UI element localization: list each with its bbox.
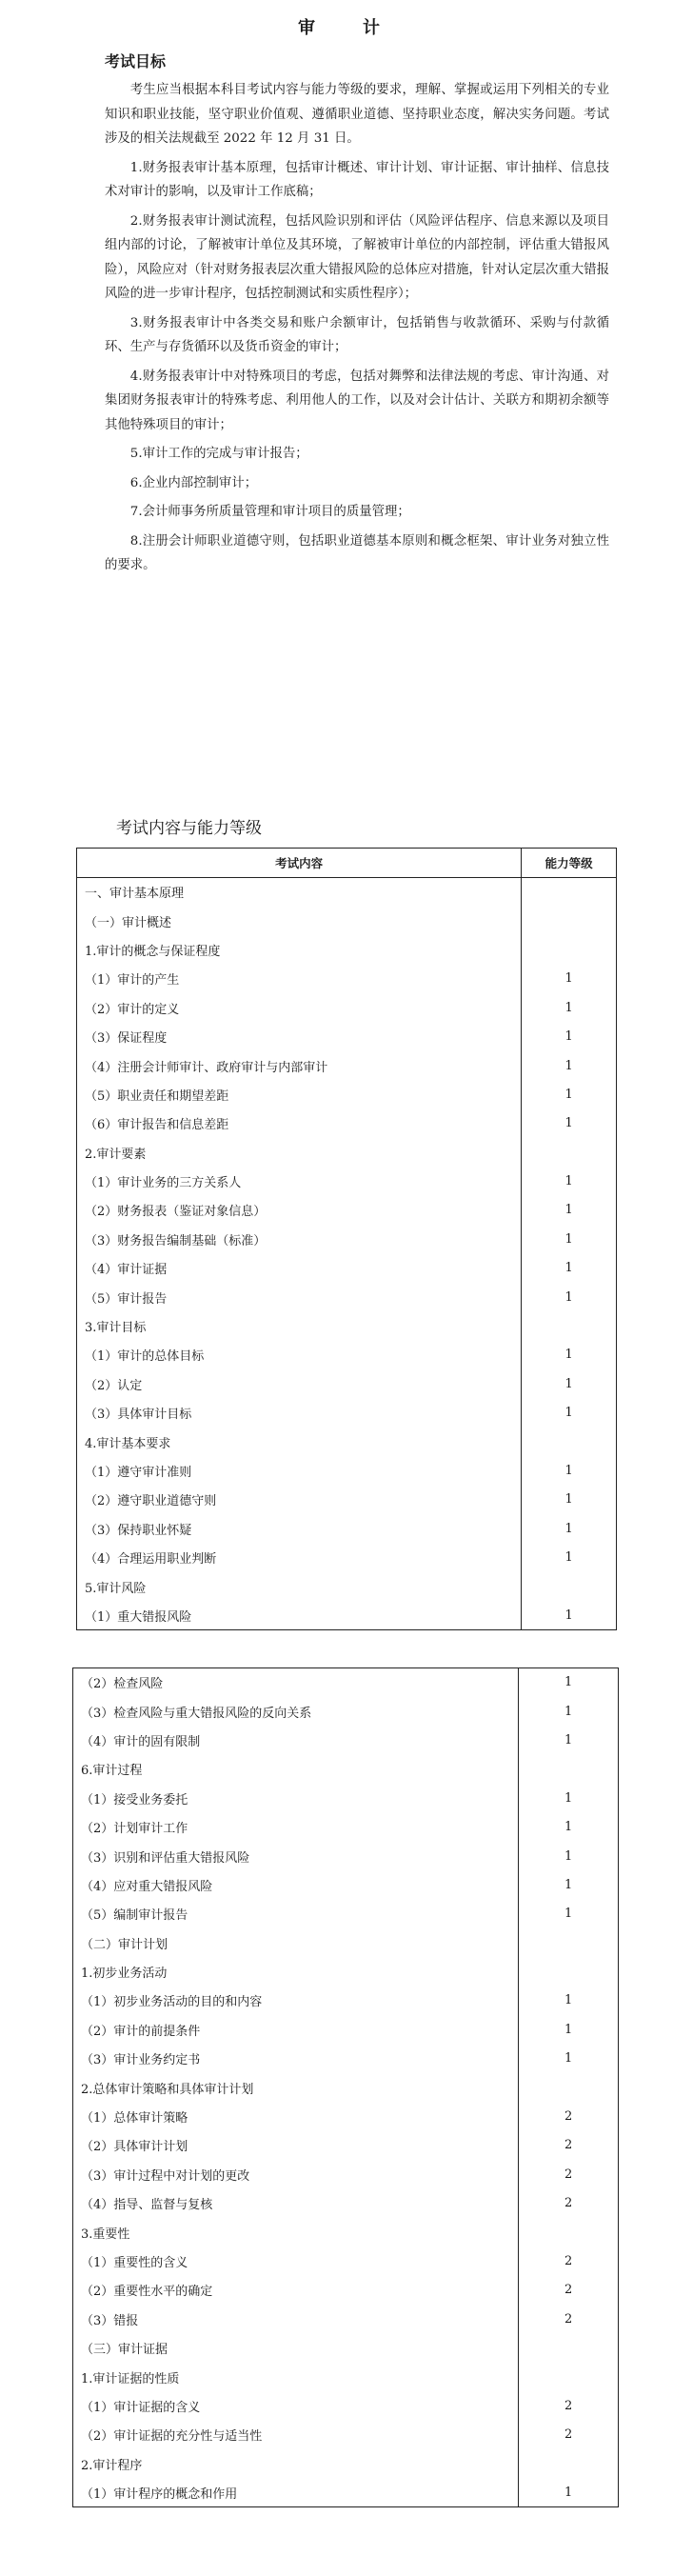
table-row xyxy=(77,1572,617,1601)
table-row xyxy=(77,993,617,1022)
content-cell: （1）审计证据的含义 xyxy=(73,2391,519,2420)
level-cell: 1 xyxy=(519,1726,619,1754)
level-cell: 1 xyxy=(522,993,617,1022)
content-cell: （一）审计概述 xyxy=(77,907,522,935)
content-cell: 1.审计的概念与保证程度 xyxy=(77,935,522,964)
table-row xyxy=(73,1726,619,1754)
level-cell: 1 xyxy=(522,1601,617,1629)
goal-paragraph: 7.会计师事务所质量管理和审计项目的质量管理； xyxy=(129,505,410,519)
content-cell: （4）注册会计师审计、政府审计与内部审计 xyxy=(77,1051,522,1080)
content-cell: （4）合理运用职业判断 xyxy=(77,1543,522,1571)
table-row xyxy=(73,2045,619,2073)
content-cell: （2）重要性水平的确定 xyxy=(73,2276,519,2305)
level-cell xyxy=(519,1755,619,1784)
content-cell: （2）遵守职业道德守则 xyxy=(77,1486,522,1514)
content-cell: （5）审计报告 xyxy=(77,1283,522,1311)
column-header-level: 能力等级 xyxy=(522,849,617,878)
table-row xyxy=(73,2160,619,2188)
content-cell: （2）财务报表（鉴证对象信息） xyxy=(77,1196,522,1225)
table-row xyxy=(73,2247,619,2275)
level-cell xyxy=(522,1138,617,1167)
table-row xyxy=(77,1196,617,1225)
level-cell: 1 xyxy=(522,1109,617,1138)
table-row xyxy=(73,2478,619,2506)
table-row xyxy=(73,1987,619,2015)
level-cell: 1 xyxy=(522,1486,617,1514)
content-cell: 3.审计目标 xyxy=(77,1311,522,1340)
goal-paragraph: 4.财务报表审计中对特殊项目的考虑，包括对舞弊和法律法规的考虑、审计沟通、对集团财务报表审计的特殊考虑、利用他人的工作，以及对会计估计、关联方和期初余额等其他特殊项目的审计； xyxy=(105,369,609,432)
level-cell: 1 xyxy=(519,2015,619,2044)
table-row xyxy=(73,2391,619,2420)
content-cell: （2）计划审计工作 xyxy=(73,1812,519,1841)
table-row xyxy=(77,1225,617,1253)
content-cell: （1）初步业务活动的目的和内容 xyxy=(73,1987,519,2015)
table-row xyxy=(77,1543,617,1571)
level-cell: 1 xyxy=(519,1784,619,1812)
goal-paragraph: 8.注册会计师职业道德守则，包括职业道德基本原则和概念框架、审计业务对独立性的要求。 xyxy=(105,533,609,572)
content-cell: 2.总体审计策略和具体审计计划 xyxy=(73,2073,519,2102)
table-row xyxy=(73,2102,619,2130)
content-cell: （5）职业责任和期望差距 xyxy=(77,1080,522,1108)
level-cell: 1 xyxy=(522,1196,617,1225)
table-row xyxy=(77,1080,617,1108)
table-row xyxy=(77,907,617,935)
table-row xyxy=(77,1514,617,1543)
table-row xyxy=(73,2421,619,2449)
table-row xyxy=(77,1456,617,1485)
table-row xyxy=(73,2073,619,2102)
exam-goal-body xyxy=(105,78,609,583)
goal-paragraph: 2.财务报表审计测试流程，包括风险识别和评估（风险评估程序、信息来源以及项目组内部的讨论，了解被审计单位及其环境，了解被审计单位的内部控制，评估重大错报风险），风险应对（针对财务报表层次重大错报风险的总体应对措施，针对认定层次重大错报风险的进一步审计程序，包括控制测试和实质性程序）； xyxy=(105,213,609,301)
level-cell: 1 xyxy=(519,1842,619,1870)
table-row xyxy=(77,878,617,907)
level-cell: 1 xyxy=(522,1167,617,1195)
level-cell: 1 xyxy=(522,1022,617,1050)
content-cell: （3）审计过程中对计划的更改 xyxy=(73,2160,519,2188)
level-cell: 1 xyxy=(522,1051,617,1080)
level-cell xyxy=(522,1428,617,1456)
level-cell: 1 xyxy=(519,2045,619,2073)
content-cell: （2）审计的前提条件 xyxy=(73,2015,519,2044)
level-cell xyxy=(519,2449,619,2478)
table-row xyxy=(77,1601,617,1629)
content-cell: （3）审计业务约定书 xyxy=(73,2045,519,2073)
level-cell xyxy=(522,907,617,935)
content-cell: 2.审计程序 xyxy=(73,2449,519,2478)
content-cell: （1）重要性的含义 xyxy=(73,2247,519,2275)
table-row xyxy=(77,1138,617,1167)
table-row xyxy=(73,1870,619,1899)
table-row xyxy=(77,1167,617,1195)
level-cell: 1 xyxy=(519,1697,619,1726)
table-row xyxy=(77,1254,617,1283)
content-cell: （4）指导、监督与复核 xyxy=(73,2189,519,2218)
level-cell: 2 xyxy=(519,2189,619,2218)
table-row xyxy=(73,1668,619,1697)
level-cell: 1 xyxy=(519,2478,619,2506)
content-levels-heading: 考试内容与能力等级 xyxy=(116,819,262,838)
exam-goal-heading: 考试目标 xyxy=(105,52,167,70)
level-cell xyxy=(522,878,617,907)
level-cell xyxy=(522,1572,617,1601)
table-row xyxy=(73,1697,619,1726)
table-row xyxy=(73,2131,619,2160)
level-cell xyxy=(519,2218,619,2247)
table-row xyxy=(73,1928,619,1957)
content-cell: （6）审计报告和信息差距 xyxy=(77,1109,522,1138)
content-cell: （1）审计的总体目标 xyxy=(77,1341,522,1369)
content-cell: 6.审计过程 xyxy=(73,1755,519,1784)
table-row xyxy=(77,1399,617,1428)
table-row xyxy=(77,1369,617,1398)
table-row xyxy=(73,2333,619,2362)
levels-table-part-1 xyxy=(76,848,617,1630)
table-row xyxy=(73,2218,619,2247)
table-row xyxy=(77,935,617,964)
table-row xyxy=(77,1109,617,1138)
table-row xyxy=(73,2305,619,2333)
goal-paragraph: 5.审计工作的完成与审计报告； xyxy=(129,447,308,461)
level-cell: 2 xyxy=(519,2391,619,2420)
content-cell: （4）审计的固有限制 xyxy=(73,1726,519,1754)
page-title: 审 计 xyxy=(298,18,395,38)
table-row xyxy=(77,1341,617,1369)
table-row xyxy=(73,1842,619,1870)
level-cell: 1 xyxy=(522,1225,617,1253)
content-cell: （1）审计业务的三方关系人 xyxy=(77,1167,522,1195)
level-cell: 1 xyxy=(519,1668,619,1697)
table-row xyxy=(73,2276,619,2305)
table-row xyxy=(77,1051,617,1080)
level-cell xyxy=(519,1957,619,1986)
level-cell: 2 xyxy=(519,2421,619,2449)
content-cell: （1）审计的产生 xyxy=(77,965,522,993)
content-cell: （3）保证程度 xyxy=(77,1022,522,1050)
content-cell: 一、审计基本原理 xyxy=(77,878,522,907)
goal-paragraph: 3.财务报表审计中各类交易和账户余额审计，包括销售与收款循环、采购与付款循环、生产与存货循环以及货币资金的审计； xyxy=(105,315,609,354)
goal-paragraph: 考生应当根据本科目考试内容与能力等级的要求，理解、掌握或运用下列相关的专业知识和职业技能，坚守职业价值观、遵循职业道德、坚持职业态度，解决实务问题。考试涉及的相关法规截至 2022 年 12 月 31 日。 xyxy=(105,83,609,146)
level-cell: 2 xyxy=(519,2276,619,2305)
table-row xyxy=(73,1812,619,1841)
level-cell: 1 xyxy=(522,1080,617,1108)
content-cell: 1.审计证据的性质 xyxy=(73,2363,519,2391)
content-cell: 5.审计风险 xyxy=(77,1572,522,1601)
content-cell: 4.审计基本要求 xyxy=(77,1428,522,1456)
table-row xyxy=(77,1022,617,1050)
level-cell: 1 xyxy=(522,1283,617,1311)
content-cell: （3）检查风险与重大错报风险的反向关系 xyxy=(73,1697,519,1726)
content-cell: （3）保持职业怀疑 xyxy=(77,1514,522,1543)
content-cell: （三）审计证据 xyxy=(73,2333,519,2362)
table-row xyxy=(77,1428,617,1456)
level-cell: 1 xyxy=(522,1514,617,1543)
level-cell: 2 xyxy=(519,2160,619,2188)
table-row xyxy=(73,1755,619,1784)
level-cell xyxy=(519,2073,619,2102)
level-cell: 1 xyxy=(522,965,617,993)
content-cell: （2）审计证据的充分性与适当性 xyxy=(73,2421,519,2449)
level-cell: 1 xyxy=(522,1543,617,1571)
level-cell xyxy=(519,1928,619,1957)
table-row xyxy=(73,1957,619,1986)
level-cell xyxy=(522,1311,617,1340)
level-cell: 1 xyxy=(522,1341,617,1369)
level-cell: 1 xyxy=(522,1399,617,1428)
column-header-content: 考试内容 xyxy=(77,849,522,878)
content-cell: （1）接受业务委托 xyxy=(73,1784,519,1812)
level-cell: 1 xyxy=(519,1987,619,2015)
content-cell: （4）应对重大错报风险 xyxy=(73,1870,519,1899)
content-cell: （1）重大错报风险 xyxy=(77,1601,522,1629)
content-cell: （1）审计程序的概念和作用 xyxy=(73,2478,519,2506)
level-cell: 2 xyxy=(519,2305,619,2333)
content-cell: 3.重要性 xyxy=(73,2218,519,2247)
table-row xyxy=(73,1900,619,1928)
level-cell: 1 xyxy=(522,1254,617,1283)
content-cell: （3）识别和评估重大错报风险 xyxy=(73,1842,519,1870)
content-cell: （2）具体审计计划 xyxy=(73,2131,519,2160)
level-cell: 2 xyxy=(519,2131,619,2160)
content-cell: （1）总体审计策略 xyxy=(73,2102,519,2130)
table-row xyxy=(73,2189,619,2218)
table-row xyxy=(73,2015,619,2044)
goal-paragraph: 6.企业内部控制审计； xyxy=(129,475,258,490)
table-row xyxy=(77,1311,617,1340)
content-cell: （2）检查风险 xyxy=(73,1668,519,1697)
level-cell: 2 xyxy=(519,2102,619,2130)
level-cell xyxy=(519,2333,619,2362)
level-cell: 1 xyxy=(519,1870,619,1899)
content-cell: （2）认定 xyxy=(77,1369,522,1398)
table-row xyxy=(73,1784,619,1812)
level-cell xyxy=(522,935,617,964)
level-cell: 2 xyxy=(519,2247,619,2275)
table-row xyxy=(73,2449,619,2478)
levels-table-body-2 xyxy=(73,1668,619,2507)
content-cell: （4）审计证据 xyxy=(77,1254,522,1283)
goal-paragraph: 1.财务报表审计基本原理，包括审计概述、审计计划、审计证据、审计抽样、信息技术对审计的影响，以及审计工作底稿； xyxy=(105,160,609,199)
table-row xyxy=(77,1283,617,1311)
levels-table-part-2 xyxy=(72,1667,619,2507)
content-cell: （3）错报 xyxy=(73,2305,519,2333)
content-cell: 2.审计要素 xyxy=(77,1138,522,1167)
content-cell: （3）具体审计目标 xyxy=(77,1399,522,1428)
content-cell: （1）遵守审计准则 xyxy=(77,1456,522,1485)
level-cell: 1 xyxy=(522,1369,617,1398)
content-cell: （3）财务报告编制基础（标准） xyxy=(77,1225,522,1253)
table-row xyxy=(77,1486,617,1514)
level-cell xyxy=(519,2363,619,2391)
level-cell: 1 xyxy=(519,1900,619,1928)
content-cell: 1.初步业务活动 xyxy=(73,1957,519,1986)
content-cell: （2）审计的定义 xyxy=(77,993,522,1022)
content-cell: （5）编制审计报告 xyxy=(73,1900,519,1928)
table-row xyxy=(77,965,617,993)
level-cell: 1 xyxy=(519,1812,619,1841)
levels-table-body-1 xyxy=(77,878,617,1630)
level-cell: 1 xyxy=(522,1456,617,1485)
content-cell: （二）审计计划 xyxy=(73,1928,519,1957)
table-row xyxy=(73,2363,619,2391)
